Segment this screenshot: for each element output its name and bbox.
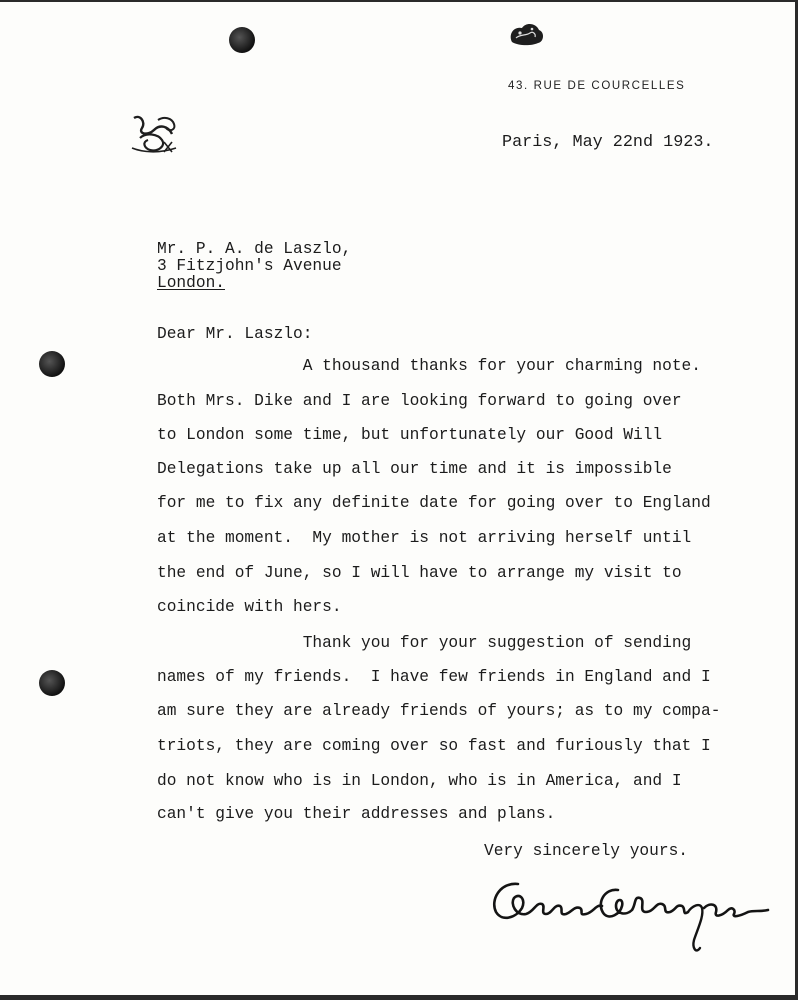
body-line: am sure they are already friends of yours; as to my compa- [157, 702, 721, 720]
punch-hole-middle [39, 351, 65, 377]
body-line: Both Mrs. Dike and I are looking forward to going over [157, 392, 682, 410]
recipient-city: London. [157, 274, 225, 292]
scan-edge-bottom [0, 995, 798, 1000]
body-line: A thousand thanks for your charming note. [157, 357, 701, 375]
body-line: for me to fix any definite date for going over to England [157, 494, 711, 512]
body-line: can't give you their addresses and plans. [157, 805, 556, 823]
body-line: do not know who is in London, who is in America, and I [157, 772, 682, 790]
recipient-street: 3 Fitzjohn's Avenue [157, 257, 342, 275]
recipient-name: Mr. P. A. de Laszlo, [157, 240, 352, 258]
body-line: Delegations take up all our time and it is impossible [157, 460, 672, 478]
letter-date: Paris, May 22nd 1923. [502, 133, 714, 152]
salutation: Dear Mr. Laszlo: [157, 325, 313, 343]
monogram-emblem-icon [128, 112, 180, 156]
letterhead-address: 43. RUE DE COURCELLES [508, 80, 686, 92]
body-line: to London some time, but unfortunately our Good Will [157, 426, 663, 444]
handwritten-signature [486, 868, 776, 958]
body-line: triots, they are coming over so fast and furiously that I [157, 737, 711, 755]
body-line: names of my friends. I have few friends in England and I [157, 668, 711, 686]
closing: Very sincerely yours. [484, 842, 688, 860]
body-line: the end of June, so I will have to arrange my visit to [157, 564, 682, 582]
body-line: coincide with hers. [157, 598, 342, 616]
crest-emblem-icon [506, 20, 546, 48]
body-line: Thank you for your suggestion of sending [157, 634, 692, 652]
scan-edge-top [0, 0, 798, 2]
punch-hole-lower [39, 670, 65, 696]
punch-hole-top [229, 27, 255, 53]
body-line: at the moment. My mother is not arriving herself until [157, 529, 692, 547]
